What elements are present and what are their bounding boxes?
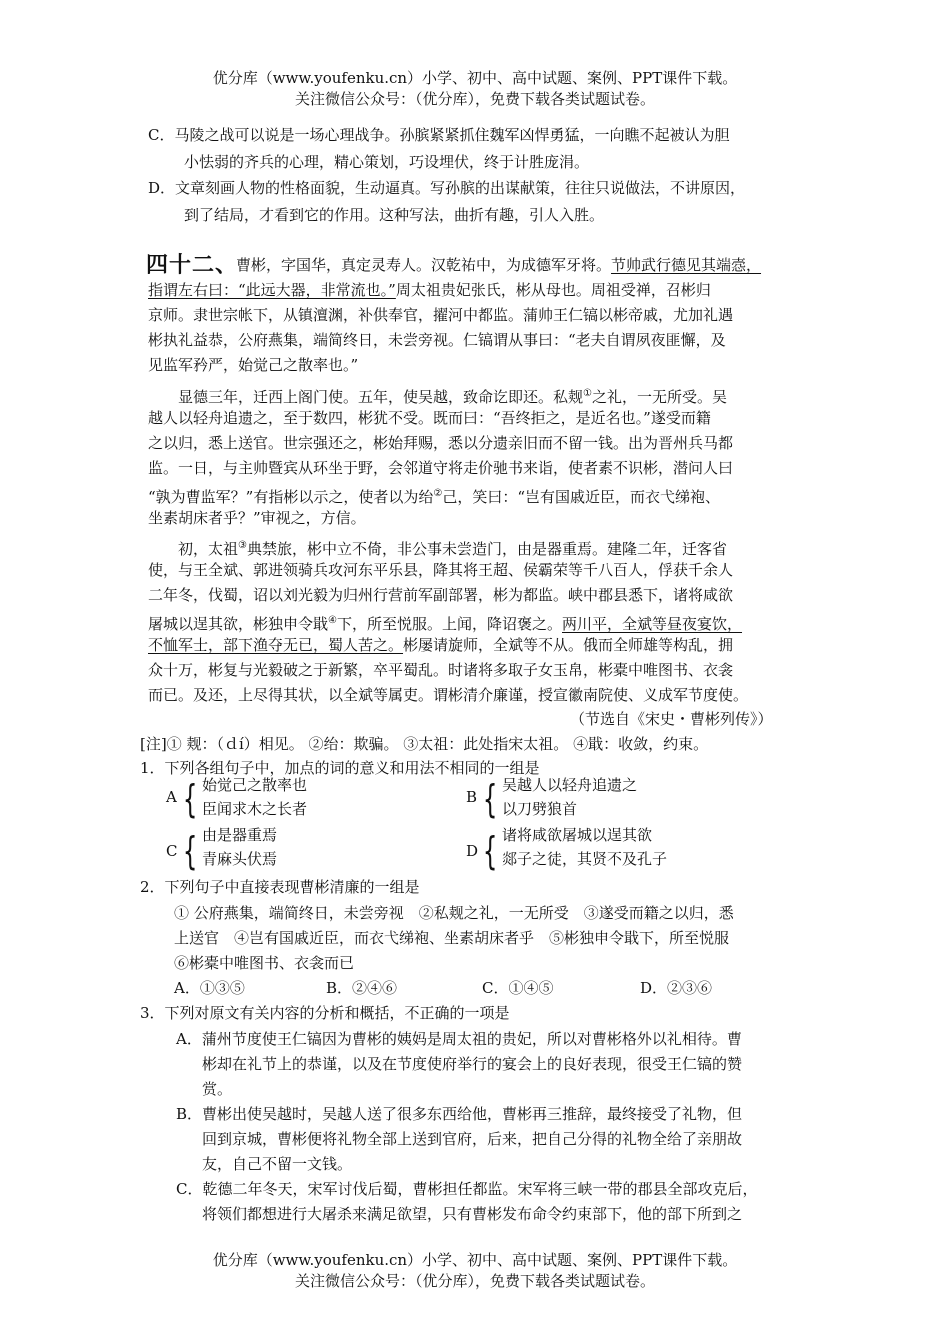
prev-option-c-line2: 小怯弱的齐兵的心理，精心策划，巧设埋伏，终于计胜庞涓。 [184,153,590,171]
brace-icon: { [482,829,498,873]
footer-line-1: 优分库（www.youfenku.cn）小学、初中、高中试题、案例、PPT课件下载。 [212,1251,738,1269]
q1-option-b-label: B [466,788,478,806]
passage-line: 之以归，悉上送官。世宗强还之，彬始拜赐，悉以分遗亲旧而不留一钱。出为晋州兵马都 [148,434,734,452]
passage-line: 众十万，彬复与光毅破之于新繁，卒平蜀乱。时诸将多取子女玉帛，彬橐中唯图书、衣衾 [148,661,734,679]
passage-line: 监。一日，与主帅暨宾从环坐于野，会邻道守将走价驰书来诣，使者素不识彬，潜问人曰 [148,459,734,477]
q1-option-b-s2: 以刀劈狼首 [502,800,578,818]
passage-line: 京师。隶世宗帐下，从镇澶渊，补供奉官，擢河中都监。蒲帅王仁镐以彬帝戚，尤加礼遇 [148,306,734,324]
passage-line: 二年冬，伐蜀，诏以刘光毅为归州行营前军副部署，彬为都监。峡中郡县悉下，诸将咸欲 [148,586,734,604]
passage-source: （节选自《宋史・曹彬列传》） [570,710,773,728]
passage-line: 不恤军士，部下渔夺无已，蜀人苦之。彬屡请旋师，全斌等不从。俄而全师雄等构乱，拥 [148,636,734,654]
q1-stem: 1．下列各组句子中，加点的词的意义和用法不相同的一组是 [140,759,540,777]
header-line-1: 优分库（www.youfenku.cn）小学、初中、高中试题、案例、PPT课件下载。 [212,69,738,87]
page-header [0,68,950,110]
q2-line3: ⑥彬橐中唯图书、衣衾而已 [174,954,355,972]
passage-notes: [注]① 觌：（ｄí）相见。 ②绐：欺骗。 ③太祖：此处指宋太祖。 ④戢：收敛，约束。 [140,735,709,753]
q2-line1: ① 公府燕集，端简终日，未尝旁视 ②私觌之礼，一无所受 ③遂受而籍之以归，悉 [174,904,734,922]
passage-line: 曹彬，字国华，真定灵寿人。汉乾祐中，为成德军牙将。节帅武行德见其端悫， [236,256,762,274]
q3-option-b-line3: 友，自己不留一文钱。 [202,1155,353,1173]
footer-line-2: 关注微信公众号：（优分库），免费下载各类试题试卷。 [294,1272,655,1290]
prev-option-d-line2: 到了结局，才看到它的作用。这种写法，曲折有趣，引人入胜。 [184,206,605,224]
q2-choice-d: D．②③⑥ [640,979,713,997]
q3-stem: 3．下列对原文有关内容的分析和概括，不正确的一项是 [140,1004,510,1022]
page-footer [0,1250,950,1292]
q1-option-d-label: D [466,842,479,860]
q3-option-a-line2: 彬却在礼节上的恭谨，以及在节度使府举行的宴会上的良好表现，很受王仁镐的赞 [202,1055,743,1073]
q2-choice-a: A．①③⑤ [174,979,245,997]
q1-option-c-label: C [166,842,178,860]
passage-line: 见监军矜严，始觉己之散率也。” [148,356,359,374]
q1-option-d-s1: 诸将咸欲屠城以逞其欲 [502,826,653,844]
q1-option-b-s1: 吴越人以轻舟追遗之 [502,776,638,794]
brace-icon: { [182,777,198,821]
brace-icon: { [182,829,198,873]
q3-option-a-line3: 赏。 [202,1080,233,1098]
q3-option-b-line2: 回到京城，曹彬便将礼物全部上送到官府，后来，把自己分得的礼物全给了亲朋故 [202,1130,743,1148]
passage-line: 初，太祖③典禁旅，彬中立不倚，非公事未尝造门，由是器重焉。建隆二年，迁客省 [178,540,727,558]
header-line-2: 关注微信公众号：（优分库），免费下载各类试题试卷。 [294,90,655,108]
q3-option-c-line1: C．乾德二年冬天，宋军讨伐后蜀，曹彬担任都监。宋军将三峡一带的郡县全部攻克后， [176,1180,758,1198]
passage-line: 坐素胡床者乎？”审视之，方信。 [148,509,366,527]
passage-line: 越人以轻舟追遗之，至于数四，彬犹不受。既而曰：“吾终拒之，是近名也。”遂受而籍 [148,409,711,427]
q3-option-c-line2: 将领们都想进行大屠杀来满足欲望，只有曹彬发布命令约束部下，他的部下所到之 [202,1205,743,1223]
q2-line2: 上送官 ④岂有国戚近臣，而衣弋绨袍、坐素胡床者乎 ⑤彬独申令戢下，所至悦服 [174,929,730,947]
prev-option-d-line1: D．文章刻画人物的性格面貌，生动逼真。写孙膑的出谋献策，往往只说做法，不讲原因， [148,179,746,197]
passage-line: 指谓左右曰：“此远大器，非常流也。”周太祖贵妃张氏，彬从母也。周祖受禅，召彬归 [148,281,711,299]
passage-line: “孰为曹监军？”有指彬以示之，使者以为绐②己，笑曰：“岂有国戚近臣，而衣弋绨袍、 [148,488,720,506]
passage-number: 四十二、 [146,252,239,278]
q2-stem: 2．下列句子中直接表现曹彬清廉的一组是 [140,878,420,896]
q1-option-a-label: A [166,788,177,806]
q2-choice-c: C．①④⑤ [482,979,554,997]
q1-option-a-s2: 臣闻求木之长者 [202,800,308,818]
passage-line: 显德三年，迁西上阁门使。五年，使吴越，致命讫即还。私觌①之礼，一无所受。吴 [178,388,727,406]
q3-option-b-line1: B．曹彬出使吴越时，吴越人送了很多东西给他，曹彬再三推辞，最终接受了礼物，但 [176,1105,743,1123]
prev-option-c-line1: C．马陵之战可以说是一场心理战争。孙膑紧紧抓住魏军凶悍勇猛，一向瞧不起被认为胆 [148,126,730,144]
passage-line: 而已。及还，上尽得其状，以全斌等属吏。谓彬清介廉谨，授宣徽南院使、义成军节度使。 [148,686,749,704]
passage-line: 彬执礼益恭，公府燕集，端简终日，未尝旁视。仁镐谓从事曰：“老夫自谓夙夜匪懈，及 [148,331,726,349]
q1-option-c-s2: 青麻头伏焉 [202,850,278,868]
q2-choice-b: B．②④⑥ [326,979,398,997]
q1-option-a-s1: 始觉己之散率也 [202,776,308,794]
q1-option-d-s2: 郯子之徒，其贤不及孔子 [502,850,668,868]
q3-option-a-line1: A．蒲州节度使王仁镐因为曹彬的姨妈是周太祖的贵妃，所以对曹彬格外以礼相待。曹 [176,1030,742,1048]
brace-icon: { [482,777,498,821]
passage-line: 使，与王全斌、郭进领骑兵攻河东平乐县，降其将王超、侯霸荣等千八百人，俘获千余人 [148,561,734,579]
passage-line: 屠城以逞其欲，彬独申令戢④下，所至悦服。上闻，降诏褒之。两川平，全斌等昼夜宴饮， [148,615,743,633]
q1-option-c-s1: 由是器重焉 [202,826,278,844]
